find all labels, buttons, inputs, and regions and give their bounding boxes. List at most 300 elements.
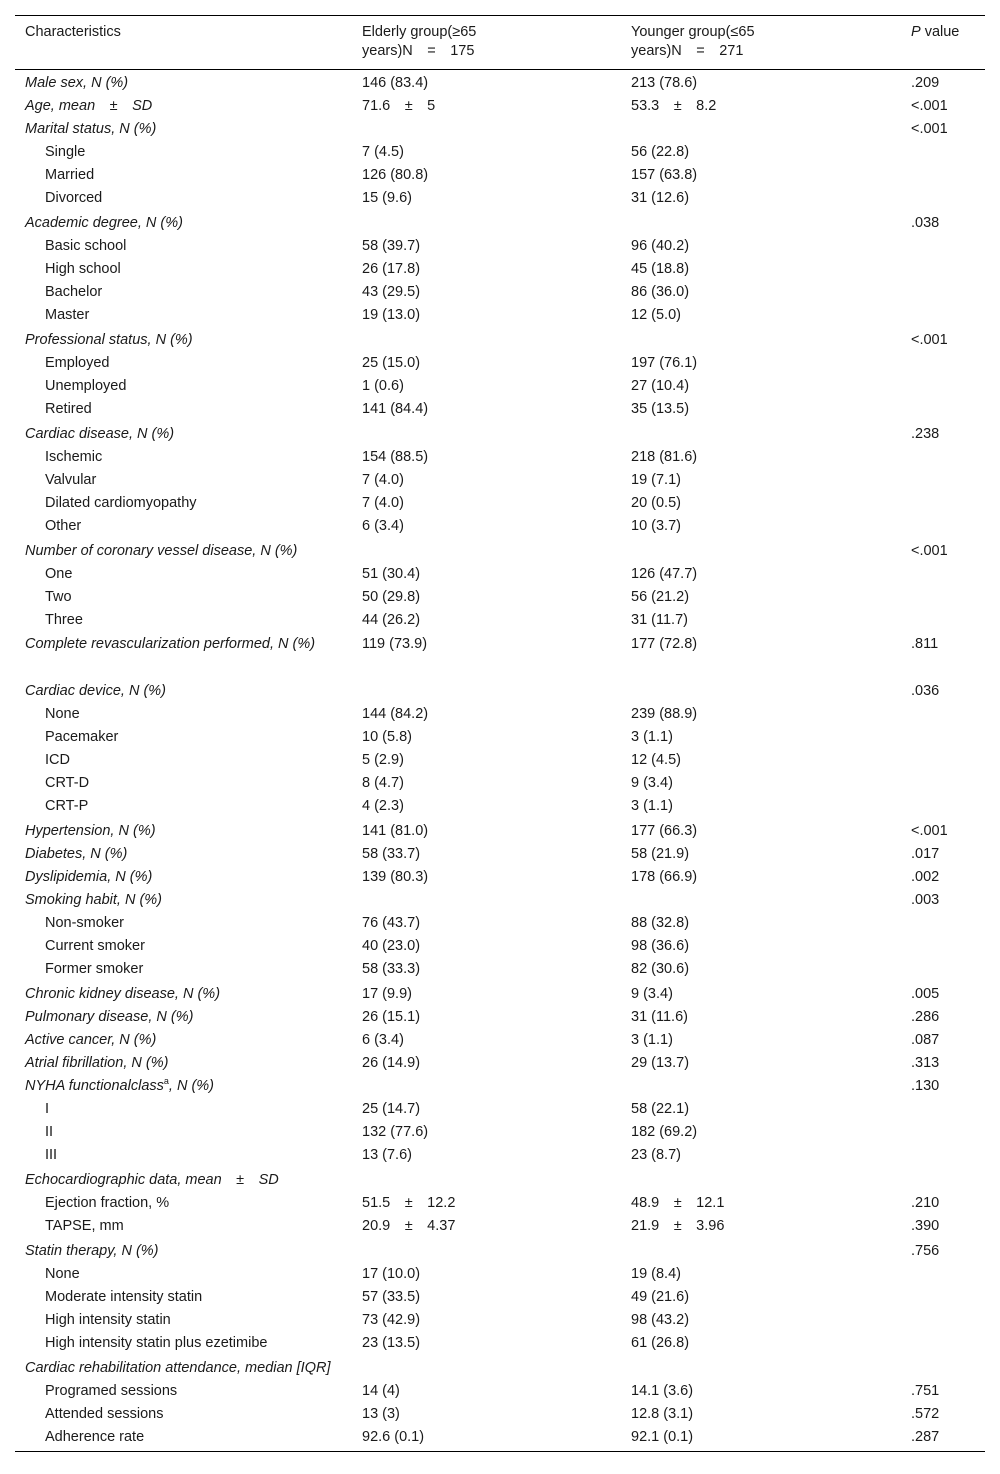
younger-value-text: 56 (21.2) — [631, 589, 690, 605]
p-value — [901, 818, 985, 843]
row-label-text: ICD — [45, 752, 70, 768]
elderly-value-text: 17 (9.9) — [362, 986, 412, 1002]
p-value — [901, 95, 985, 118]
elderly-value-text: 5 (2.9) — [362, 752, 404, 768]
elderly-value-text: 71.6 ± 5 — [362, 98, 436, 114]
younger-value — [621, 398, 901, 421]
row-label — [15, 1144, 352, 1167]
header-characteristics — [15, 16, 352, 70]
elderly-value-text: 6 (3.4) — [362, 518, 404, 534]
younger-value — [621, 258, 901, 281]
elderly-value — [352, 726, 621, 749]
elderly-value — [352, 1355, 621, 1380]
younger-value-text: 31 (12.6) — [631, 190, 690, 206]
younger-value — [621, 935, 901, 958]
p-value — [901, 703, 985, 726]
table-row — [15, 1121, 985, 1144]
elderly-value — [352, 398, 621, 421]
p-value — [901, 1426, 985, 1452]
p-value-text: .005 — [911, 986, 940, 1002]
table-row — [15, 1029, 985, 1052]
table-row — [15, 1006, 985, 1029]
younger-value — [621, 1052, 901, 1075]
table-row — [15, 538, 985, 563]
elderly-value — [352, 632, 621, 680]
elderly-value — [352, 866, 621, 889]
younger-value-text: 3 (1.1) — [631, 1032, 673, 1048]
row-label-text: Complete revascularization performed, N (%) — [25, 636, 316, 652]
younger-value — [621, 327, 901, 352]
p-value-text: .286 — [911, 1009, 940, 1025]
elderly-value-text: 7 (4.0) — [362, 495, 404, 511]
row-label-text: Three — [45, 612, 83, 628]
elderly-value — [352, 281, 621, 304]
younger-value-text: 19 (8.4) — [631, 1266, 681, 1282]
younger-value — [621, 1238, 901, 1263]
younger-value-text: 98 (36.6) — [631, 938, 690, 954]
younger-value-text: 9 (3.4) — [631, 775, 673, 791]
table-row — [15, 563, 985, 586]
row-label-text: Academic degree, N (%) — [25, 215, 183, 231]
p-value — [901, 187, 985, 210]
elderly-value-text: 50 (29.8) — [362, 589, 421, 605]
elderly-value — [352, 749, 621, 772]
younger-value-text: 177 (66.3) — [631, 823, 698, 839]
row-label — [15, 421, 352, 446]
elderly-value — [352, 327, 621, 352]
younger-value-text: 88 (32.8) — [631, 915, 690, 931]
elderly-value — [352, 304, 621, 327]
elderly-value — [352, 1098, 621, 1121]
elderly-value — [352, 563, 621, 586]
younger-value — [621, 1029, 901, 1052]
p-value — [901, 375, 985, 398]
p-value — [901, 1215, 985, 1238]
elderly-value — [352, 843, 621, 866]
characteristics-table — [15, 15, 985, 1452]
elderly-value — [352, 1286, 621, 1309]
header-p-letter: P — [911, 24, 921, 40]
p-value-text: .002 — [911, 869, 940, 885]
row-label-text: Age, mean ± SD — [25, 98, 153, 114]
row-label — [15, 304, 352, 327]
younger-value-text: 12.8 (3.1) — [631, 1406, 694, 1422]
elderly-value-text: 92.6 (0.1) — [362, 1429, 425, 1445]
p-value — [901, 772, 985, 795]
p-value-text: .210 — [911, 1195, 940, 1211]
p-value — [901, 515, 985, 538]
table-row — [15, 515, 985, 538]
elderly-value-text: 7 (4.0) — [362, 472, 404, 488]
elderly-value-text: 17 (10.0) — [362, 1266, 421, 1282]
p-value — [901, 210, 985, 235]
younger-value — [621, 749, 901, 772]
p-value — [901, 1167, 985, 1192]
p-value — [901, 726, 985, 749]
younger-value-text: 126 (47.7) — [631, 566, 698, 582]
p-value — [901, 680, 985, 703]
elderly-value-text: 14 (4) — [362, 1383, 400, 1399]
younger-value — [621, 563, 901, 586]
younger-value — [621, 1215, 901, 1238]
table-row — [15, 1052, 985, 1075]
younger-value — [621, 680, 901, 703]
younger-value — [621, 469, 901, 492]
p-value-text: <.001 — [911, 543, 948, 559]
elderly-value-text: 1 (0.6) — [362, 378, 404, 394]
p-value — [901, 1238, 985, 1263]
p-value-text: .209 — [911, 75, 940, 91]
header-p-value — [901, 16, 985, 70]
elderly-value — [352, 1403, 621, 1426]
elderly-value-text: 139 (80.3) — [362, 869, 429, 885]
p-value — [901, 1403, 985, 1426]
row-label-text: Professional status, N (%) — [25, 332, 193, 348]
younger-value-text: 98 (43.2) — [631, 1312, 690, 1328]
table-row — [15, 1098, 985, 1121]
table-row — [15, 281, 985, 304]
row-label-text: Cardiac device, N (%) — [25, 683, 167, 699]
elderly-value-text: 44 (26.2) — [362, 612, 421, 628]
younger-value-text: 86 (36.0) — [631, 284, 690, 300]
p-value-text: .811 — [911, 636, 939, 652]
elderly-value-text: 40 (23.0) — [362, 938, 421, 954]
younger-value — [621, 1332, 901, 1355]
row-label — [15, 609, 352, 632]
row-label-text: Divorced — [45, 190, 103, 206]
row-label-text: II — [45, 1124, 54, 1140]
p-value — [901, 1121, 985, 1144]
younger-value — [621, 1167, 901, 1192]
elderly-value — [352, 164, 621, 187]
row-label-text: Bachelor — [45, 284, 103, 300]
younger-value — [621, 141, 901, 164]
p-value — [901, 352, 985, 375]
row-label-text: Echocardiographic data, mean ± SD — [25, 1172, 279, 1188]
younger-value-text: 178 (66.9) — [631, 869, 698, 885]
table-row — [15, 1075, 985, 1098]
row-label — [15, 1380, 352, 1403]
header-row — [15, 16, 985, 70]
p-value — [901, 70, 985, 96]
row-label-text: Former smoker — [45, 961, 144, 977]
p-value — [901, 1029, 985, 1052]
p-value-text: .751 — [911, 1383, 940, 1399]
p-value-text: .238 — [911, 426, 940, 442]
header-younger-line2: years)N = 271 — [631, 43, 744, 59]
elderly-value — [352, 187, 621, 210]
row-label — [15, 912, 352, 935]
row-label — [15, 632, 352, 680]
row-label — [15, 1286, 352, 1309]
row-label-text: None — [45, 1266, 80, 1282]
younger-value-text: 12 (5.0) — [631, 307, 681, 323]
table-row — [15, 327, 985, 352]
p-value-text: <.001 — [911, 823, 948, 839]
row-label-text: Retired — [45, 401, 92, 417]
table-row — [15, 352, 985, 375]
p-value-text: .313 — [911, 1055, 940, 1071]
elderly-value-text: 20.9 ± 4.37 — [362, 1218, 456, 1234]
elderly-value — [352, 446, 621, 469]
row-label — [15, 772, 352, 795]
elderly-value-text: 8 (4.7) — [362, 775, 404, 791]
table-row — [15, 1167, 985, 1192]
elderly-value-text: 146 (83.4) — [362, 75, 429, 91]
younger-value-text: 31 (11.7) — [631, 612, 688, 628]
row-label — [15, 889, 352, 912]
p-value — [901, 586, 985, 609]
row-label — [15, 1029, 352, 1052]
row-label-text: Current smoker — [45, 938, 145, 954]
elderly-value — [352, 609, 621, 632]
p-value — [901, 1144, 985, 1167]
table-row — [15, 118, 985, 141]
row-label — [15, 1052, 352, 1075]
row-label — [15, 866, 352, 889]
characteristics-table-container — [15, 15, 985, 1452]
table-row — [15, 703, 985, 726]
elderly-value-text: 73 (42.9) — [362, 1312, 421, 1328]
p-value — [901, 1263, 985, 1286]
younger-value-text: 21.9 ± 3.96 — [631, 1218, 725, 1234]
p-value — [901, 935, 985, 958]
table-row — [15, 749, 985, 772]
elderly-value — [352, 1121, 621, 1144]
row-label-text: Male sex, N (%) — [25, 75, 129, 91]
elderly-value — [352, 352, 621, 375]
table-row — [15, 210, 985, 235]
table-row — [15, 1380, 985, 1403]
elderly-value-text: 126 (80.8) — [362, 167, 429, 183]
elderly-value-text: 25 (14.7) — [362, 1101, 421, 1117]
elderly-value — [352, 1167, 621, 1192]
younger-value — [621, 515, 901, 538]
younger-value-text: 239 (88.9) — [631, 706, 698, 722]
table-row — [15, 958, 985, 981]
row-label — [15, 1075, 352, 1098]
row-label-text: Master — [45, 307, 90, 323]
elderly-value — [352, 889, 621, 912]
elderly-value-text: 58 (33.7) — [362, 846, 421, 862]
row-label-text: Hypertension, N (%) — [25, 823, 156, 839]
p-value — [901, 235, 985, 258]
younger-value — [621, 726, 901, 749]
p-value — [901, 749, 985, 772]
younger-value — [621, 446, 901, 469]
p-value — [901, 327, 985, 352]
younger-value-text: 3 (1.1) — [631, 798, 673, 814]
row-label — [15, 235, 352, 258]
younger-value-text: 23 (8.7) — [631, 1147, 681, 1163]
row-label-text: NYHA functionalclass — [25, 1078, 164, 1094]
elderly-value-text: 132 (77.6) — [362, 1124, 429, 1140]
table-row — [15, 235, 985, 258]
elderly-value-text: 57 (33.5) — [362, 1289, 421, 1305]
elderly-value — [352, 1380, 621, 1403]
elderly-value — [352, 375, 621, 398]
row-label — [15, 141, 352, 164]
row-label — [15, 1215, 352, 1238]
p-value — [901, 1355, 985, 1380]
row-label-text: Non-smoker — [45, 915, 124, 931]
row-label — [15, 935, 352, 958]
row-label — [15, 703, 352, 726]
p-value — [901, 118, 985, 141]
row-label-text: Pacemaker — [45, 729, 119, 745]
row-label-text: High school — [45, 261, 121, 277]
p-value — [901, 446, 985, 469]
row-label-text: Single — [45, 144, 86, 160]
row-label — [15, 563, 352, 586]
p-value — [901, 538, 985, 563]
elderly-value — [352, 981, 621, 1006]
row-label — [15, 164, 352, 187]
row-label-text: High intensity statin plus ezetimibe — [45, 1335, 268, 1351]
row-label-text: Unemployed — [45, 378, 127, 394]
younger-value — [621, 632, 901, 680]
row-label — [15, 469, 352, 492]
row-label-text: Moderate intensity statin — [45, 1289, 203, 1305]
younger-value — [621, 375, 901, 398]
younger-value-text: 35 (13.5) — [631, 401, 690, 417]
row-label — [15, 1238, 352, 1263]
younger-value-text: 182 (69.2) — [631, 1124, 698, 1140]
elderly-value — [352, 586, 621, 609]
table-row — [15, 1192, 985, 1215]
younger-value — [621, 118, 901, 141]
table-row — [15, 164, 985, 187]
p-value — [901, 281, 985, 304]
younger-value-text: 49 (21.6) — [631, 1289, 690, 1305]
table-row — [15, 1238, 985, 1263]
elderly-value — [352, 958, 621, 981]
row-label — [15, 515, 352, 538]
row-label-text: Atrial fibrillation, N (%) — [25, 1055, 169, 1071]
elderly-value — [352, 95, 621, 118]
younger-value — [621, 1286, 901, 1309]
table-body — [15, 70, 985, 1452]
elderly-value — [352, 1332, 621, 1355]
elderly-value-text: 51 (30.4) — [362, 566, 421, 582]
younger-value — [621, 281, 901, 304]
elderly-value — [352, 492, 621, 515]
younger-value — [621, 210, 901, 235]
row-label — [15, 118, 352, 141]
p-value — [901, 141, 985, 164]
table-row — [15, 818, 985, 843]
elderly-value-text: 76 (43.7) — [362, 915, 421, 931]
table-row — [15, 772, 985, 795]
younger-value — [621, 492, 901, 515]
row-label — [15, 258, 352, 281]
elderly-value — [352, 1426, 621, 1452]
row-label — [15, 818, 352, 843]
p-value — [901, 398, 985, 421]
elderly-value — [352, 1006, 621, 1029]
row-label-text: Ejection fraction, % — [45, 1195, 170, 1211]
younger-value-text: 58 (21.9) — [631, 846, 690, 862]
row-label — [15, 958, 352, 981]
p-value — [901, 795, 985, 818]
elderly-value — [352, 70, 621, 96]
p-value — [901, 889, 985, 912]
younger-value-text: 31 (11.6) — [631, 1009, 688, 1025]
row-label — [15, 1167, 352, 1192]
elderly-value-text: 51.5 ± 12.2 — [362, 1195, 456, 1211]
younger-value-text: 27 (10.4) — [631, 378, 690, 394]
row-label — [15, 1332, 352, 1355]
younger-value — [621, 958, 901, 981]
p-value-text: .087 — [911, 1032, 940, 1048]
table-row — [15, 95, 985, 118]
p-value — [901, 1098, 985, 1121]
elderly-value — [352, 515, 621, 538]
p-value — [901, 632, 985, 680]
younger-value-text: 58 (22.1) — [631, 1101, 690, 1117]
table-row — [15, 469, 985, 492]
younger-value-text: 14.1 (3.6) — [631, 1383, 694, 1399]
elderly-value — [352, 1238, 621, 1263]
elderly-value-text: 43 (29.5) — [362, 284, 421, 300]
table-row — [15, 1355, 985, 1380]
row-label-text: Valvular — [45, 472, 97, 488]
elderly-value-text: 58 (33.3) — [362, 961, 421, 977]
younger-value — [621, 1309, 901, 1332]
header-elderly-group — [352, 16, 621, 70]
younger-value — [621, 889, 901, 912]
row-label-text: Statin therapy, N (%) — [25, 1243, 159, 1259]
elderly-value — [352, 258, 621, 281]
elderly-value-text: 13 (7.6) — [362, 1147, 412, 1163]
row-label — [15, 1006, 352, 1029]
younger-value — [621, 981, 901, 1006]
younger-value — [621, 421, 901, 446]
row-label-text: Basic school — [45, 238, 127, 254]
p-value — [901, 304, 985, 327]
elderly-value — [352, 1029, 621, 1052]
p-value — [901, 1309, 985, 1332]
younger-value-text: 56 (22.8) — [631, 144, 690, 160]
row-label-text: Cardiac rehabilitation attendance, median [IQR] — [25, 1360, 331, 1376]
elderly-value — [352, 1052, 621, 1075]
table-row — [15, 141, 985, 164]
table-row — [15, 935, 985, 958]
younger-value-text: 10 (3.7) — [631, 518, 681, 534]
p-value-text: .287 — [911, 1429, 940, 1445]
p-value — [901, 164, 985, 187]
younger-value-text: 20 (0.5) — [631, 495, 681, 511]
row-label — [15, 1309, 352, 1332]
header-younger-group — [621, 16, 901, 70]
elderly-value — [352, 118, 621, 141]
p-value-text: .390 — [911, 1218, 940, 1234]
elderly-value-text: 26 (14.9) — [362, 1055, 421, 1071]
younger-value-text: 53.3 ± 8.2 — [631, 98, 717, 114]
table-row — [15, 889, 985, 912]
table-row — [15, 726, 985, 749]
younger-value — [621, 304, 901, 327]
table-row — [15, 1215, 985, 1238]
younger-value — [621, 609, 901, 632]
table-row — [15, 1332, 985, 1355]
elderly-value — [352, 210, 621, 235]
elderly-value — [352, 1263, 621, 1286]
elderly-value-text: 141 (84.4) — [362, 401, 429, 417]
row-label — [15, 538, 352, 563]
table-row — [15, 912, 985, 935]
row-label — [15, 210, 352, 235]
